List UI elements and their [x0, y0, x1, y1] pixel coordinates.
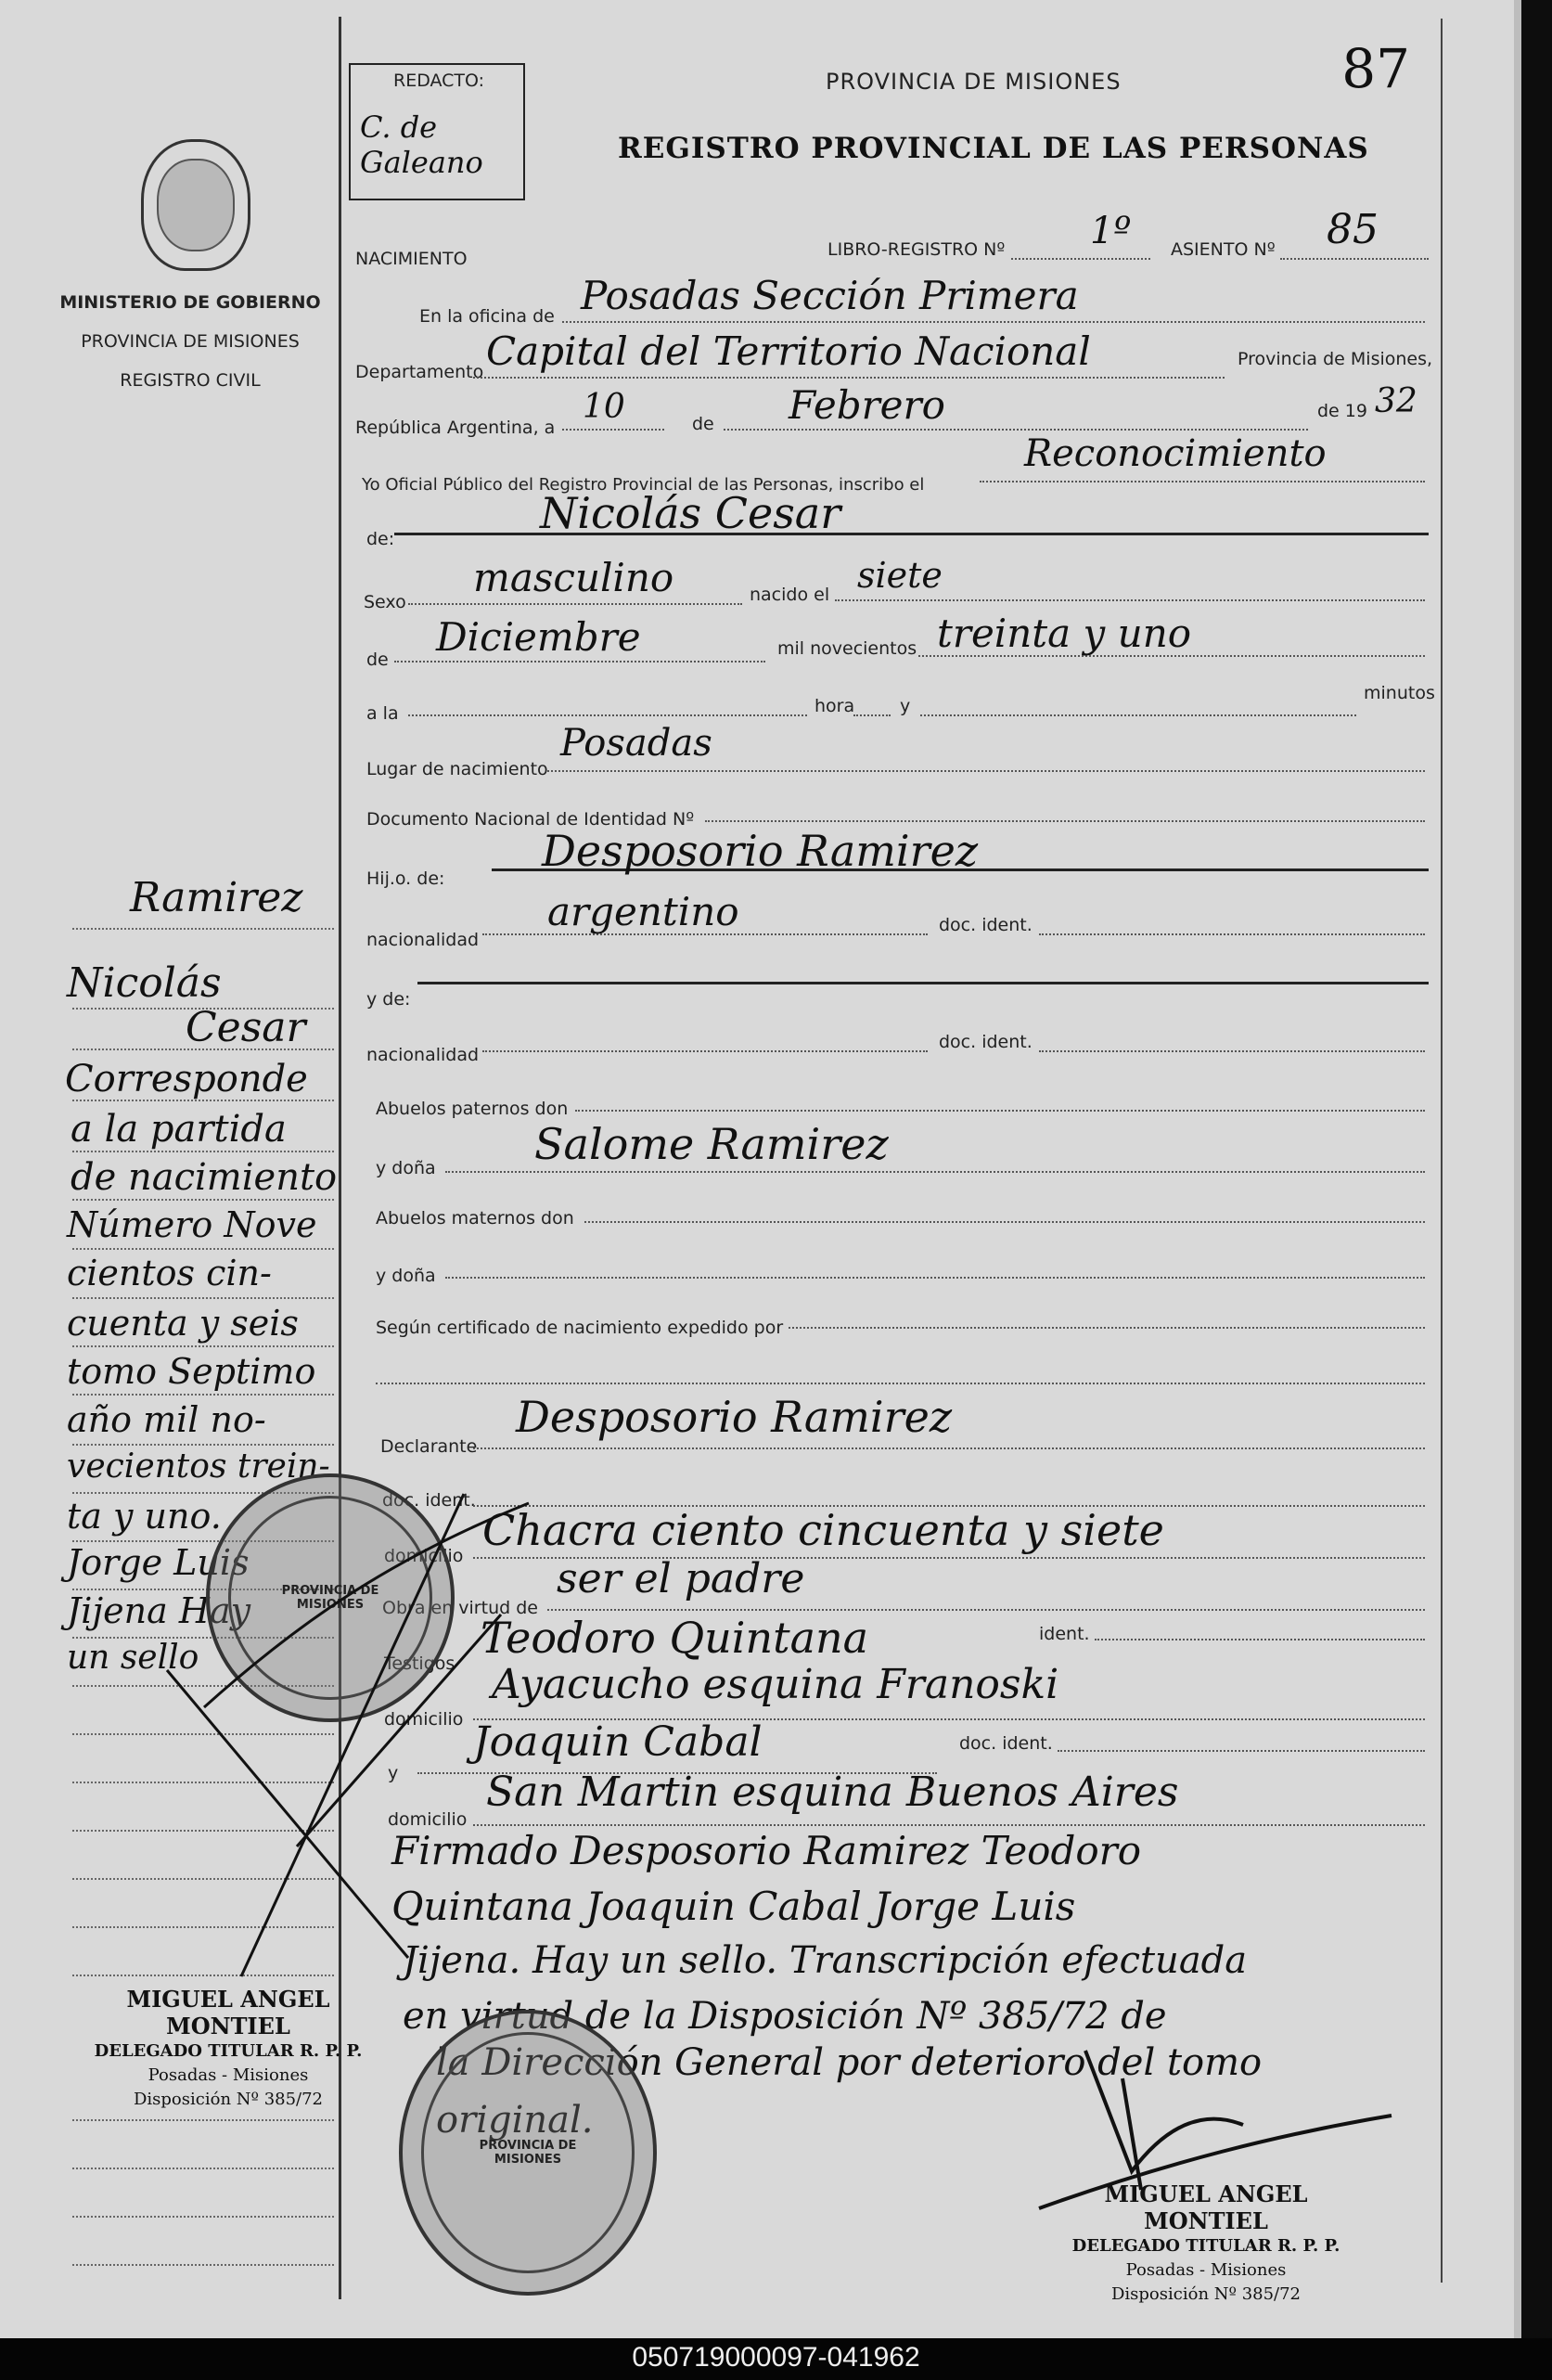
libro-label: LIBRO-REGISTRO Nº	[827, 239, 1006, 260]
mil-label: mil novecientos	[777, 638, 917, 659]
y-de-label: y de:	[366, 989, 411, 1010]
redacto-box	[349, 63, 525, 200]
official-disposition: Disposición Nº 385/72	[1110, 2284, 1302, 2304]
domicilio-label3: domicilio	[388, 1809, 468, 1830]
margin-line: Nicolás	[67, 959, 222, 1007]
domicilio-value: Chacra ciento cincuenta y siete	[482, 1505, 1164, 1555]
y-label2: y	[388, 1763, 399, 1783]
de-label: de	[692, 414, 714, 434]
de-label3: de	[366, 650, 389, 670]
sexo-value: masculino	[473, 555, 674, 600]
documento-label: Documento Nacional de Identidad Nº	[366, 809, 695, 830]
redacto-label: REDACTO:	[393, 71, 485, 91]
asiento-value: 85	[1327, 206, 1379, 253]
yo-value: Reconocimiento	[1024, 432, 1327, 475]
ident-label: ident.	[1039, 1624, 1090, 1644]
official-city: Posadas - Misiones	[148, 2065, 309, 2085]
ministry-line2: PROVINCIA DE MISIONES	[81, 331, 300, 352]
de-label2: de:	[366, 529, 395, 549]
doc-ident-label: doc. ident.	[939, 915, 1033, 935]
nacimiento-label: NACIMIENTO	[355, 249, 468, 269]
a-la-label: a la	[366, 703, 399, 724]
yo-label: Yo Oficial Público del Registro Provincial de las Personas, inscribo el	[362, 475, 925, 495]
departamento-label: Departamento	[355, 362, 484, 382]
y-dona-label: y doña	[376, 1158, 436, 1178]
obra-value: ser el padre	[557, 1555, 805, 1602]
margin-line: Jijena Hay	[67, 1590, 251, 1631]
libro-value: 1º	[1090, 210, 1132, 252]
minutos-label: minutos	[1364, 683, 1435, 703]
abuelos-mat-label: Abuelos maternos don	[376, 1208, 574, 1229]
doc-ident-label3: doc. ident.	[382, 1490, 476, 1511]
nombre-value: Nicolás Cesar	[540, 488, 841, 538]
ministry-block	[56, 283, 325, 400]
testigo1-value: Teodoro Quintana	[481, 1613, 869, 1663]
firmado-line: Jijena. Hay un sello. Transcripción efectuada	[403, 1939, 1248, 1982]
margin-rule	[339, 17, 341, 2299]
testigo2-value: Joaquin Cabal	[473, 1718, 763, 1766]
official-city: Posadas - Misiones	[1125, 2260, 1287, 2280]
page-number: 87	[1341, 37, 1410, 100]
doc-ident-label2: doc. ident.	[939, 1032, 1033, 1052]
oficina-label: En la oficina de	[419, 306, 555, 327]
footer-bar	[0, 2338, 1552, 2380]
obra-label: Obra en virtud de	[382, 1598, 538, 1618]
lugar-value: Posadas	[560, 722, 712, 765]
round-seal-left	[206, 1473, 455, 1722]
official-role: DELEGADO TITULAR R. P. P.	[1071, 2236, 1340, 2256]
margin-line: a la partida	[71, 1108, 287, 1151]
margin-line: un sello	[67, 1639, 199, 1677]
margin-line: de nacimiento	[71, 1156, 338, 1199]
official-name: MIGUEL ANGEL MONTIEL	[1104, 2181, 1308, 2234]
nacionalidad-value: argentino	[547, 889, 739, 934]
mes-nac-value: Diciembre	[436, 614, 641, 660]
declarante-value: Desposorio Ramirez	[516, 1392, 953, 1442]
domicilio2-value: Ayacucho esquina Franoski	[492, 1661, 1059, 1708]
nacido-label: nacido el	[750, 585, 830, 605]
lugar-label: Lugar de nacimiento	[366, 759, 548, 779]
anio-value: 32	[1375, 382, 1417, 420]
firmado-line: en virtud de la Disposición Nº 385/72 de	[403, 1995, 1167, 2038]
margin-line: Número Nove	[67, 1204, 317, 1245]
domicilio-label: domicilio	[384, 1546, 464, 1566]
document-id: 050719000097-041962	[632, 2342, 920, 2373]
doc-ident-label4: doc. ident.	[959, 1733, 1053, 1754]
sexo-label: Sexo	[364, 592, 406, 612]
abuelos-pat-label: Abuelos paternos don	[376, 1099, 569, 1119]
margin-line: ta y uno.	[67, 1496, 222, 1537]
coat-of-arms-seal	[141, 139, 250, 271]
header-province: PROVINCIA DE MISIONES	[826, 69, 1122, 95]
y-dona-label2: y doña	[376, 1266, 436, 1286]
margin-line: vecientos trein-	[67, 1447, 330, 1486]
departamento-value: Capital del Territorio Nacional	[486, 328, 1091, 374]
nacido-value: siete	[857, 555, 943, 596]
hijo-label: Hij.o. de:	[366, 868, 445, 889]
official-stamp-left	[89, 1986, 367, 2112]
round-seal-text: PROVINCIA DE MISIONES	[479, 2139, 577, 2167]
hora-label: hora	[814, 696, 855, 716]
republica-label: República Argentina, a	[355, 418, 556, 438]
firmado-line: la Dirección General por deterioro del tomo	[436, 2041, 1263, 2084]
margin-line: cuenta y seis	[67, 1303, 299, 1344]
mes-value: Febrero	[789, 382, 945, 428]
margin-line: Ramirez	[130, 874, 303, 921]
firmado-line: original.	[436, 2099, 594, 2142]
redacto-handwritten: C. de Galeano	[360, 109, 483, 180]
domicilio3-value: San Martin esquina Buenos Aires	[486, 1769, 1179, 1816]
official-name: MIGUEL ANGEL MONTIEL	[126, 1986, 330, 2039]
abuela-pat-value: Salome Ramirez	[534, 1119, 889, 1169]
declarante-label: Declarante	[380, 1436, 478, 1457]
y-label: y	[900, 696, 911, 716]
official-disposition: Disposición Nº 385/72	[133, 2090, 324, 2109]
right-rule	[1441, 19, 1443, 2283]
official-role: DELEGADO TITULAR R. P. P.	[94, 2041, 363, 2061]
padre-value: Desposorio Ramirez	[542, 826, 979, 876]
round-seal-bottom	[399, 2010, 657, 2296]
domicilio-label2: domicilio	[384, 1709, 464, 1730]
asiento-label: ASIENTO Nº	[1171, 239, 1276, 260]
oficina-value: Posadas Sección Primera	[581, 273, 1079, 318]
header-title: REGISTRO PROVINCIAL DE LAS PERSONAS	[618, 132, 1369, 165]
margin-line: cientos cin-	[67, 1253, 272, 1293]
page-edge	[1514, 0, 1521, 2338]
nacionalidad-label2: nacionalidad	[366, 1045, 480, 1065]
ministry-line1: MINISTERIO DE GOBIERNO	[59, 292, 321, 313]
margin-line: año mil no-	[67, 1399, 266, 1440]
anio-label: de 19	[1317, 401, 1367, 421]
margin-line: Jorge Luis	[67, 1542, 250, 1583]
dia-value: 10	[583, 388, 625, 426]
testigos-label: Testigos	[384, 1653, 455, 1674]
certificado-label: Según certificado de nacimiento expedido por	[376, 1318, 784, 1338]
official-stamp-right	[1067, 2181, 1345, 2307]
margin-line: tomo Septimo	[67, 1351, 316, 1392]
nacionalidad-label: nacionalidad	[366, 930, 480, 950]
ministry-line3: REGISTRO CIVIL	[120, 370, 261, 391]
margin-line: Corresponde	[65, 1058, 308, 1100]
provincia-label: Provincia de Misiones,	[1238, 349, 1433, 369]
firmado-line: Firmado Desposorio Ramirez Teodoro	[391, 1828, 1142, 1873]
margin-line: Cesar	[186, 1004, 306, 1051]
mil-value: treinta y uno	[937, 611, 1192, 656]
firmado-line: Quintana Joaquin Cabal Jorge Luis	[391, 1884, 1076, 1929]
round-seal-text: PROVINCIA DE MISIONES	[281, 1584, 379, 1612]
